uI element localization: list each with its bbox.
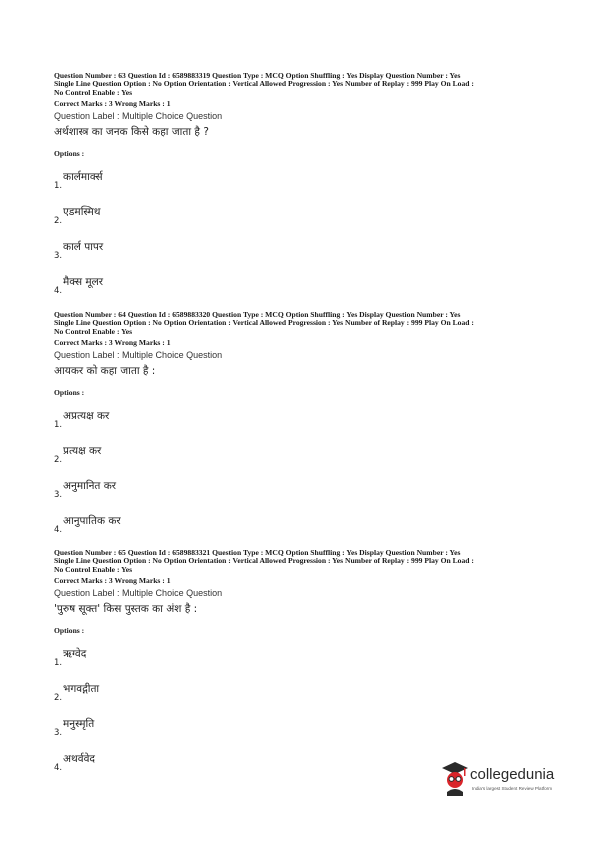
marks-line: Correct Marks : 3 Wrong Marks : 1 [54, 338, 171, 348]
option-number: 3. [54, 490, 63, 501]
question-label: Question Label : Multiple Choice Question [54, 111, 223, 122]
option-item[interactable] [54, 263, 554, 298]
option-item[interactable] [54, 432, 554, 467]
option-number: 1. [54, 658, 63, 669]
option-text: मनुस्मृति [63, 718, 95, 731]
options-list [54, 635, 554, 775]
option-text: कार्ल पापर [63, 241, 104, 254]
question-text: आयकर को कहा जाता है : [54, 365, 156, 378]
question-meta-line: Question Number : 63 Question Id : 6589883319 Question Type : MCQ Option Shuffling : Yes Display Question Number : Yes [54, 71, 461, 80]
options-heading: Options : [54, 626, 85, 636]
option-text: आनुपातिक कर [63, 515, 121, 528]
options-list [54, 397, 554, 537]
option-item[interactable] [54, 670, 554, 705]
question-meta-line: Single Line Question Option : No Option Orientation : Vertical Allowed Progression : Yes Number of Replay : 999 Play On Load : [54, 79, 474, 89]
option-number: 2. [54, 693, 63, 704]
question-label: Question Label : Multiple Choice Question [54, 588, 223, 599]
logo-tagline: India's largest Student Review Platform [472, 786, 553, 791]
option-item[interactable] [54, 158, 554, 193]
question-meta-line: No Control Enable : Yes [54, 564, 133, 574]
options-heading: Options : [54, 149, 85, 159]
options-list [54, 158, 554, 298]
option-item[interactable] [54, 467, 554, 502]
question-meta-line: Single Line Question Option : No Option Orientation : Vertical Allowed Progression : Yes Number of Replay : 999 Play On Load : [54, 556, 474, 566]
option-number: 3. [54, 728, 63, 739]
option-text: ऋग्वेद [63, 648, 87, 661]
option-number: 1. [54, 181, 63, 192]
option-text: कार्लमार्क्स [63, 171, 103, 184]
option-item[interactable] [54, 705, 554, 740]
question-text: 'पुरुष सूक्त' किस पुस्तक का अंश है : [54, 603, 198, 616]
question-text: अर्थशास्त्र का जनक किसे कहा जाता है ? [54, 126, 209, 139]
question-label: Question Label : Multiple Choice Question [54, 350, 223, 361]
option-item[interactable] [54, 502, 554, 537]
option-text: अथर्ववेद [63, 753, 95, 766]
marks-line: Correct Marks : 3 Wrong Marks : 1 [54, 576, 171, 586]
option-number: 3. [54, 251, 63, 262]
option-number: 2. [54, 216, 63, 227]
graduate-mascot-icon [440, 758, 470, 798]
option-text: अनुमानित कर [63, 480, 117, 493]
option-number: 1. [54, 420, 63, 431]
option-item[interactable] [54, 635, 554, 670]
question-meta-line: Question Number : 65 Question Id : 6589883321 Question Type : MCQ Option Shuffling : Yes Display Question Number : Yes [54, 548, 461, 557]
option-number: 4. [54, 763, 63, 774]
collegedunia-logo [440, 758, 580, 800]
marks-line: Correct Marks : 3 Wrong Marks : 1 [54, 99, 171, 109]
option-number: 4. [54, 286, 63, 297]
option-text: एडमस्मिथ [63, 206, 101, 219]
question-meta-line: No Control Enable : Yes [54, 87, 133, 97]
question-block-63 [54, 72, 554, 298]
option-item[interactable] [54, 228, 554, 263]
question-meta-line: No Control Enable : Yes [54, 326, 133, 336]
question-meta-line: Question Number : 64 Question Id : 6589883320 Question Type : MCQ Option Shuffling : Yes Display Question Number : Yes [54, 310, 461, 319]
question-meta-line: Single Line Question Option : No Option Orientation : Vertical Allowed Progression : Yes Number of Replay : 999 Play On Load : [54, 318, 474, 328]
option-item[interactable] [54, 193, 554, 228]
option-text: अप्रत्यक्ष कर [63, 410, 110, 423]
options-heading: Options : [54, 388, 85, 398]
option-number: 4. [54, 525, 63, 536]
option-text: मैक्स मूलर [63, 276, 104, 289]
option-item[interactable] [54, 397, 554, 432]
question-block-64 [54, 311, 554, 537]
option-text: भगवद्गीता [63, 683, 100, 696]
question-block-65 [54, 549, 554, 775]
option-text: प्रत्यक्ष कर [63, 445, 102, 458]
option-number: 2. [54, 455, 63, 466]
logo-wordmark: collegedunia [470, 766, 555, 783]
